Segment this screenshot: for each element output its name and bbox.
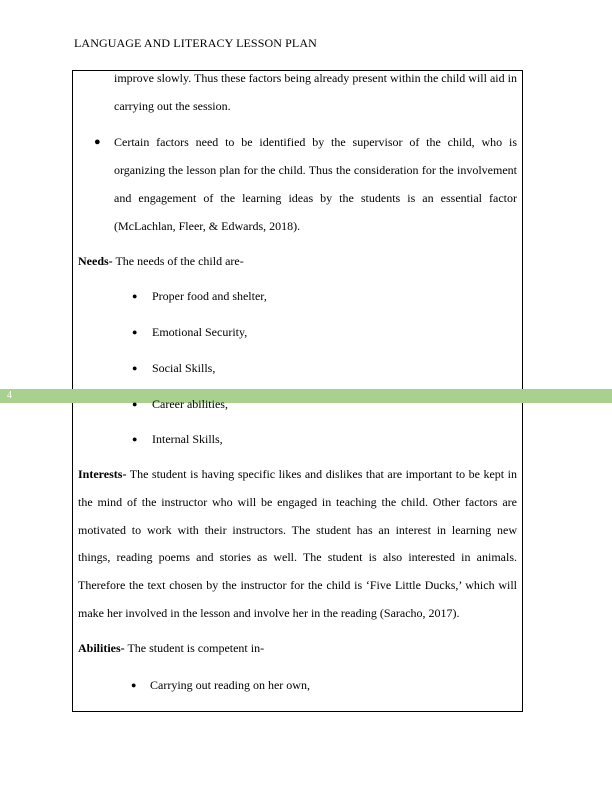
list-item: Social Skills,: [152, 361, 216, 375]
list-item: Internal Skills,: [152, 432, 223, 446]
abilities-label: Abilities-: [78, 641, 125, 655]
paragraph-line: Certain factors need to be identified by the supervisor of the child, who is: [114, 135, 517, 149]
bullet-icon: ●: [132, 327, 138, 337]
list-item: Emotional Security,: [152, 325, 248, 339]
needs-heading: [78, 247, 244, 275]
page-separator-band: [0, 389, 612, 403]
needs-label: Needs-: [78, 254, 113, 268]
list-item: Career abilities,: [152, 397, 228, 411]
paragraph-line: the mind of the instructor who will be engaged in teaching the child. Other factors are: [78, 495, 517, 509]
bullet-icon: ●: [132, 434, 138, 444]
abilities-heading: [78, 634, 264, 662]
paragraph-line: organizing the lesson plan for the child. Thus the consideration for the involvement: [114, 163, 517, 177]
paragraph-line: Therefore the text chosen by the instructor for the child is ‘Five Little Ducks,’ which will: [78, 578, 517, 592]
running-header: LANGUAGE AND LITERACY LESSON PLAN: [74, 36, 317, 50]
paragraph-line: improve slowly. Thus these factors being already present within the child will aid in: [114, 71, 517, 85]
bullet-icon: ●: [132, 399, 138, 409]
paragraph-line: motivated to work with their instructors. The student has an interest in learning new: [78, 523, 517, 537]
paragraph-line: and engagement of the learning ideas by the students is an essential factor: [114, 191, 517, 205]
list-item: Proper food and shelter,: [152, 289, 267, 303]
bullet-icon: ●: [132, 363, 138, 373]
bullet-icon: ●: [132, 291, 138, 301]
paragraph-line: things, reading poems and stories as well. The student is also interested in animals.: [78, 550, 517, 564]
paragraph-line: carrying out the session.: [114, 99, 231, 113]
paragraph-line: make her involved in the lesson and involve her in the reading (Saracho, 2017).: [78, 606, 460, 620]
interests-heading: [78, 460, 517, 488]
bullet-icon: ●: [131, 680, 137, 690]
bullet-icon: ●: [94, 136, 101, 148]
interests-first-line: The student is having specific likes and dislikes that are important to be kept in: [126, 467, 517, 481]
abilities-intro: The student is competent in-: [124, 641, 265, 655]
interests-label: Interests-: [78, 467, 127, 481]
page-number: 4: [7, 390, 12, 401]
paragraph-line: (McLachlan, Fleer, & Edwards, 2018).: [114, 219, 301, 233]
list-item: Carrying out reading on her own,: [150, 678, 310, 692]
needs-intro: The needs of the child are-: [112, 254, 244, 268]
